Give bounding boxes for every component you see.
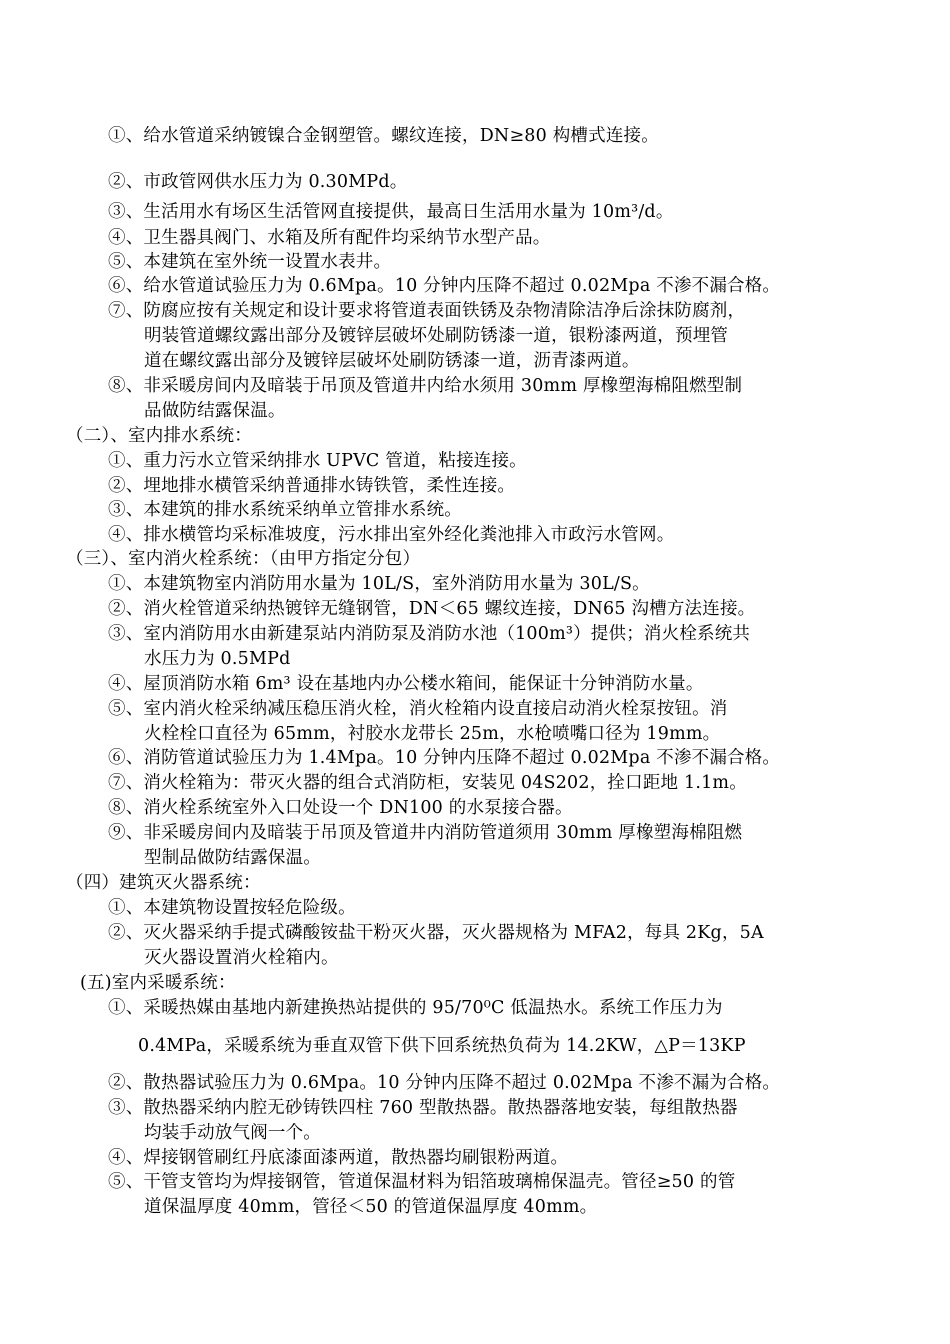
water-supply-item-8: ⑧、非采暖房间内及暗装于吊顶及管道井内给水须用 30mm 厚橡塑海棉阻燃型制	[108, 376, 743, 396]
water-supply-item-3: ③、生活用水有场区生活管网直接提供，最高日生活用水量为 10m³/d。	[108, 202, 674, 222]
water-supply-item-1: ①、给水管道采纳镀镍合金钢塑管。螺纹连接，DN≥80 构槽式连接。	[108, 126, 659, 146]
hydrant-item-5-cont: 火栓栓口直径为 65mm，衬胶水龙带长 25m，水枪喷嘴口径为 19mm。	[144, 724, 721, 744]
extinguisher-item-2-cont: 灭火器设置消火栓箱内。	[144, 948, 339, 968]
extinguisher-item-2: ②、灭火器采纳手提式磷酸铵盐干粉灭火器，灭火器规格为 MFA2，每具 2Kg，5A	[108, 923, 764, 943]
water-supply-item-7-cont-1: 明装管道螺纹露出部分及镀锌层破坏处刷防锈漆一道，银粉漆两道，预埋管	[144, 326, 729, 346]
water-supply-item-4: ④、卫生器具阀门、水箱及所有配件均采纳节水型产品。	[108, 228, 551, 248]
heating-item-5-cont: 道保温厚度 40mm，管径＜50 的管道保温厚度 40mm。	[144, 1197, 598, 1217]
hydrant-item-4: ④、屋顶消防水箱 6m³ 设在基地内办公楼水箱间，能保证十分钟消防水量。	[108, 674, 704, 694]
hydrant-item-5: ⑤、室内消火栓采纳减压稳压消火栓，消火栓箱内设直接启动消火栓泵按钮。消	[108, 699, 728, 719]
hydrant-item-9-cont: 型制品做防结露保温。	[144, 848, 321, 868]
heating-item-1-cont: 0.4MPa，采暖系统为垂直双管下供下回系统热负荷为 14.2KW，△P＝13KP	[138, 1036, 746, 1056]
drainage-item-2: ②、埋地排水横管采纳普通排水铸铁管，柔性连接。	[108, 476, 516, 496]
hydrant-item-3-cont: 水压力为 0.5MPd	[144, 649, 291, 669]
hydrant-item-2: ②、消火栓管道采纳热镀锌无缝钢管，DN＜65 螺纹连接，DN65 沟槽方法连接。	[108, 599, 756, 619]
extinguisher-heading: （四）建筑灭火器系统：	[66, 873, 261, 893]
heating-item-3-cont: 均装手动放气阀一个。	[144, 1123, 321, 1143]
hydrant-item-9: ⑨、非采暖房间内及暗装于吊顶及管道井内消防管道须用 30mm 厚橡塑海棉阻燃	[108, 823, 743, 843]
hydrant-item-7: ⑦、消火栓箱为：带灭火器的组合式消防柜，安装见 04S202，拴口距地 1.1m。	[108, 773, 747, 793]
hydrant-heading: （三）、室内消火栓系统：（由甲方指定分包）	[66, 549, 421, 569]
heating-item-5: ⑤、干管支管均为焊接钢管，管道保温材料为铝箔玻璃棉保温壳。管径≥50 的管	[108, 1172, 736, 1192]
hydrant-item-1: ①、本建筑物室内消防用水量为 10L/S，室外消防用水量为 30L/S。	[108, 574, 650, 594]
water-supply-item-8-cont: 品做防结露保温。	[144, 401, 286, 421]
drainage-item-3: ③、本建筑的排水系统采纳单立管排水系统。	[108, 500, 462, 520]
heating-heading: (五)室内采暖系统：	[80, 973, 236, 993]
drainage-item-4: ④、排水横管均采标准坡度，污水排出室外经化粪池排入市政污水管网。	[108, 525, 675, 545]
hydrant-item-3: ③、室内消防用水由新建泵站内消防泵及消防水池（100m³）提供；消火栓系统共	[108, 624, 751, 644]
hydrant-item-8: ⑧、消火栓系统室外入口处设一个 DN100 的水泵接合器。	[108, 798, 573, 818]
hydrant-item-6: ⑥、消防管道试验压力为 1.4Mpa。10 分钟内压降不超过 0.02Mpa 不渗不漏合格。	[108, 748, 781, 768]
water-supply-item-6: ⑥、给水管道试验压力为 0.6Mpa。10 分钟内压降不超过 0.02Mpa 不渗不漏合格。	[108, 276, 781, 296]
water-supply-item-7-cont-2: 道在螺纹露出部分及镀锌层破坏处刷防锈漆一道，沥青漆两道。	[144, 351, 640, 371]
extinguisher-item-1: ①、本建筑物设置按轻危险级。	[108, 898, 356, 918]
heating-item-4: ④、焊接钢管刷红丹底漆面漆两道，散热器均刷银粉两道。	[108, 1148, 569, 1168]
heating-item-3: ③、散热器采纳内腔无砂铸铁四柱 760 型散热器。散热器落地安装，每组散热器	[108, 1098, 738, 1118]
water-supply-item-5: ⑤、本建筑在室外统一设置水表井。	[108, 252, 392, 272]
water-supply-item-2: ②、市政管网供水压力为 0.30MPd。	[108, 172, 408, 192]
heating-item-1: ①、采暖热媒由基地内新建换热站提供的 95/70⁰C 低温热水。系统工作压力为	[108, 998, 723, 1018]
heating-item-2: ②、散热器试验压力为 0.6Mpa。10 分钟内压降不超过 0.02Mpa 不渗不漏为合格。	[108, 1073, 781, 1093]
drainage-item-1: ①、重力污水立管采纳排水 UPVC 管道，粘接连接。	[108, 451, 527, 471]
drainage-heading: （二）、室内排水系统：	[66, 426, 252, 446]
water-supply-item-7: ⑦、防腐应按有关规定和设计要求将管道表面铁锈及杂物清除洁净后涂抹防腐剂，	[108, 301, 746, 321]
